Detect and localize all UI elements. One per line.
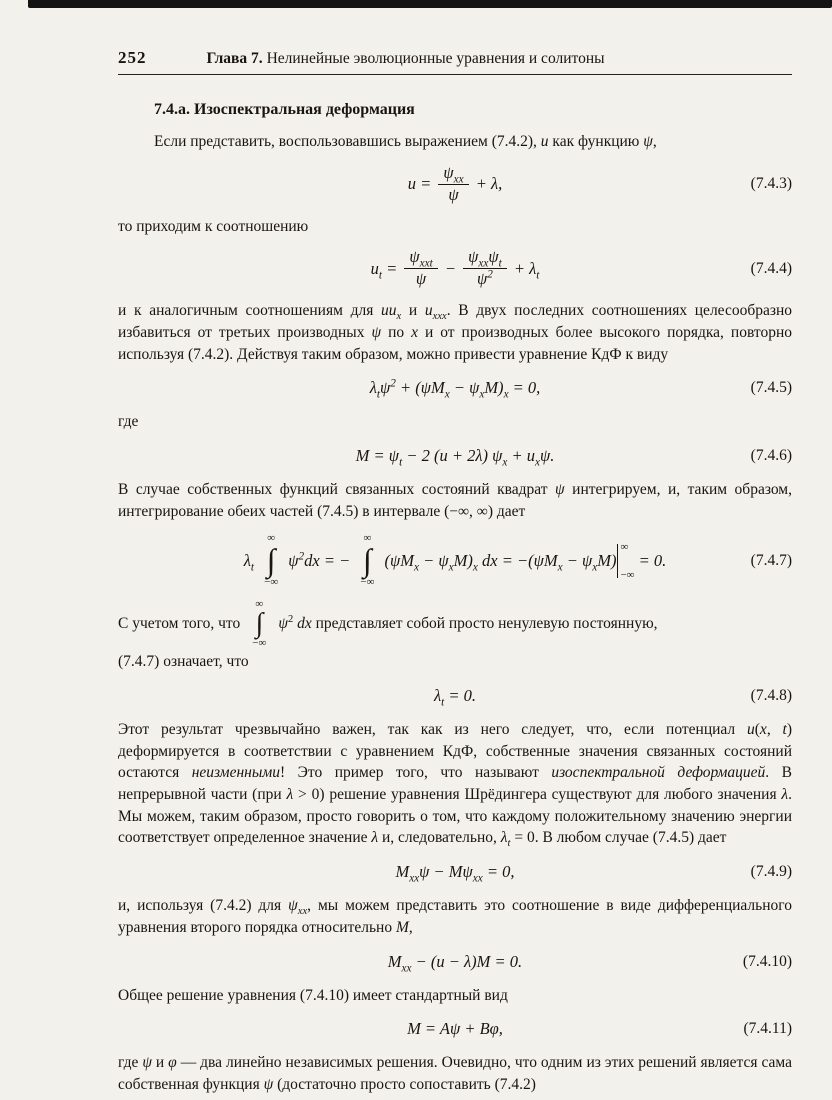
paragraph: то приходим к соотношению	[118, 217, 309, 235]
inline-math-row	[118, 599, 792, 650]
eq-term: $\lambda_t = 0$.	[433, 686, 477, 709]
paragraph: и, используя (7.4.2) для $\psi_{xx}$, мы можем представить это соотношение в виде дифференциального уравнения второго порядка относительно M,	[118, 897, 792, 936]
integral-sign	[252, 599, 266, 650]
equation-body	[244, 533, 667, 587]
fraction-denominator: ψ	[415, 269, 427, 289]
paragraph-continuation: (7.4.7) означает, что	[118, 653, 249, 671]
eq-term: + $\lambda_t$	[509, 258, 540, 282]
equation-body	[407, 1019, 503, 1039]
paragraph-final: где ψ и φ — два линейно независимых решения. Очевидно, что одним из этих решений является сама собственная функция ψ (достаточно просто сопоставить (7.4.2)	[118, 1054, 792, 1093]
page-header	[118, 48, 792, 68]
equation-body	[355, 446, 555, 469]
evaluation-bar	[617, 541, 634, 581]
integral-lower-limit: −∞	[252, 637, 267, 650]
equation-number: (7.4.5)	[750, 379, 792, 397]
equation-number: (7.4.4)	[750, 259, 792, 277]
integral-upper-limit: ∞	[363, 532, 372, 545]
eq-term: + λ,	[471, 174, 503, 194]
text-after-integral: $\psi^2$ dx представляет собой просто ненулевую постоянную,	[278, 614, 658, 633]
eq-term: $u_t$ =	[370, 258, 402, 282]
equation-body	[408, 164, 503, 205]
integral-sign	[264, 533, 278, 587]
eq-term: $\lambda_t$	[243, 550, 254, 573]
equation-7-4-4	[118, 248, 792, 289]
equation-number: (7.4.7)	[750, 551, 792, 569]
eq-term: u =	[407, 174, 436, 194]
integral-sign	[360, 533, 374, 587]
paragraph: Общее решение уравнения (7.4.10) имеет стандартный вид	[118, 986, 508, 1004]
integral-glyph: ∫	[255, 607, 264, 639]
eq-term: $M = \psi_t - 2$ (u + 2λ) $\psi_x + u_x\psi$.	[355, 446, 555, 469]
integral-lower-limit: −∞	[360, 575, 375, 588]
paragraph: Этот результат чрезвычайно важен, так как из него следует, что, если потенциал u(x, t) деформируется в соответствии с уравнением КдФ, собственные значения связанных состояний остаются неизменными! Это пример того, что называют изоспектральной деформацией. В непрерывной части (при λ > 0) решение уравнения Шрёдингера существуют для любого значения λ. Мы можем, таким образом, просто говорить о том, что каждому положительному значению энергии соответствует определенное значение λ и, следовательно, $\lambda_t = 0$. В любом случае (7.4.5) дает	[118, 721, 793, 850]
integral-glyph: ∫	[363, 542, 372, 579]
chapter-title: Нелинейные эволюционные уравнения и солитоны	[266, 50, 605, 67]
eq-term: $M_{xx}\psi - M\psi_{xx} = 0$,	[395, 862, 515, 885]
equation-7-4-5	[118, 376, 792, 400]
equation-number: (7.4.10)	[742, 952, 792, 970]
equation-7-4-9	[118, 860, 792, 884]
integral-upper-limit: ∞	[255, 597, 264, 610]
text-before-integral: С учетом того, что	[118, 615, 241, 633]
fraction-numerator: $\psi_{xxt}$	[404, 248, 437, 269]
equation-7-4-6	[118, 444, 792, 468]
section-heading: 7.4.а. Изоспектральная деформация	[154, 101, 415, 118]
equation-number: (7.4.6)	[750, 447, 792, 464]
fraction-denominator: $\psi^2$	[476, 268, 493, 289]
equation-7-4-3	[118, 164, 792, 205]
equation-number: (7.4.8)	[750, 687, 792, 705]
equation-7-4-7	[118, 533, 792, 587]
fraction	[463, 248, 507, 289]
header-rule	[118, 74, 792, 75]
equation-body	[433, 686, 477, 709]
equation-body	[369, 377, 541, 401]
eq-term: M = Aψ + Bφ,	[407, 1019, 503, 1039]
equation-body	[371, 248, 540, 289]
equation-number: (7.4.3)	[750, 175, 792, 193]
eq-term: −	[440, 258, 461, 278]
page-number: 252	[118, 48, 147, 67]
integral-glyph: ∫	[266, 542, 276, 579]
integral-lower-limit: −∞	[264, 575, 279, 588]
fraction-numerator: $\psi_{xx}\psi_t$	[463, 248, 507, 269]
equation-7-4-8	[118, 684, 792, 708]
running-title	[207, 50, 605, 68]
equation-body	[395, 862, 515, 885]
bar-lower-limit: −∞	[620, 568, 635, 581]
equation-body	[388, 952, 522, 972]
paragraph-intro: Если представить, воспользовавшись выражением (7.4.2), u как функцию ψ,	[154, 133, 657, 150]
page-content	[118, 48, 792, 1100]
paragraph: В случае собственных функций связанных состояний квадрат ψ интегрируем, и, таким образом, интегрирование обеих частей (7.4.5) в интервале (−∞, ∞) дает	[118, 481, 792, 520]
fraction	[404, 248, 437, 289]
eq-term: $\psi^2dx$ = −	[284, 550, 355, 570]
equation-number: (7.4.9)	[750, 863, 792, 881]
equation-7-4-11	[118, 1017, 792, 1041]
eq-term: $\lambda_t\psi^2 + (\psi M_x - \psi_xM)_x = 0$,	[369, 377, 541, 401]
fraction-denominator: ψ	[448, 184, 459, 204]
paragraph-with-inline-integral	[118, 599, 792, 673]
paragraph: где	[118, 413, 139, 431]
eq-term: = 0.	[634, 550, 667, 570]
chapter-label: Глава 7.	[206, 50, 263, 67]
equation-number: (7.4.11)	[743, 1020, 792, 1038]
fraction-numerator: $\psi_{xx}$	[438, 164, 468, 185]
fraction	[438, 164, 468, 205]
evaluation-bar-line	[617, 544, 618, 578]
eq-term: $M_{xx} - (u - \lambda)M = 0$.	[387, 951, 523, 974]
equation-7-4-10	[118, 950, 792, 974]
scan-edge-artifact	[28, 0, 832, 8]
eq-term: $(\psi M_x - \psi_xM)_x$ dx = $-(\psi M_x - \psi_xM)$	[380, 550, 617, 573]
evaluation-bar-limits	[620, 541, 634, 581]
bar-upper-limit: ∞	[620, 540, 629, 553]
paragraph: и к аналогичным соотношениям для $uu_x$ и $u_{xxx}$. В двух последних соотношениях целесообразно избавиться от третьих производных ψ по x и от производных более высокого порядка, повторно используя (7.4.2). Действуя таким образом, можно привести уравнение КдФ к виду	[118, 302, 793, 363]
integral-upper-limit: ∞	[267, 532, 276, 545]
